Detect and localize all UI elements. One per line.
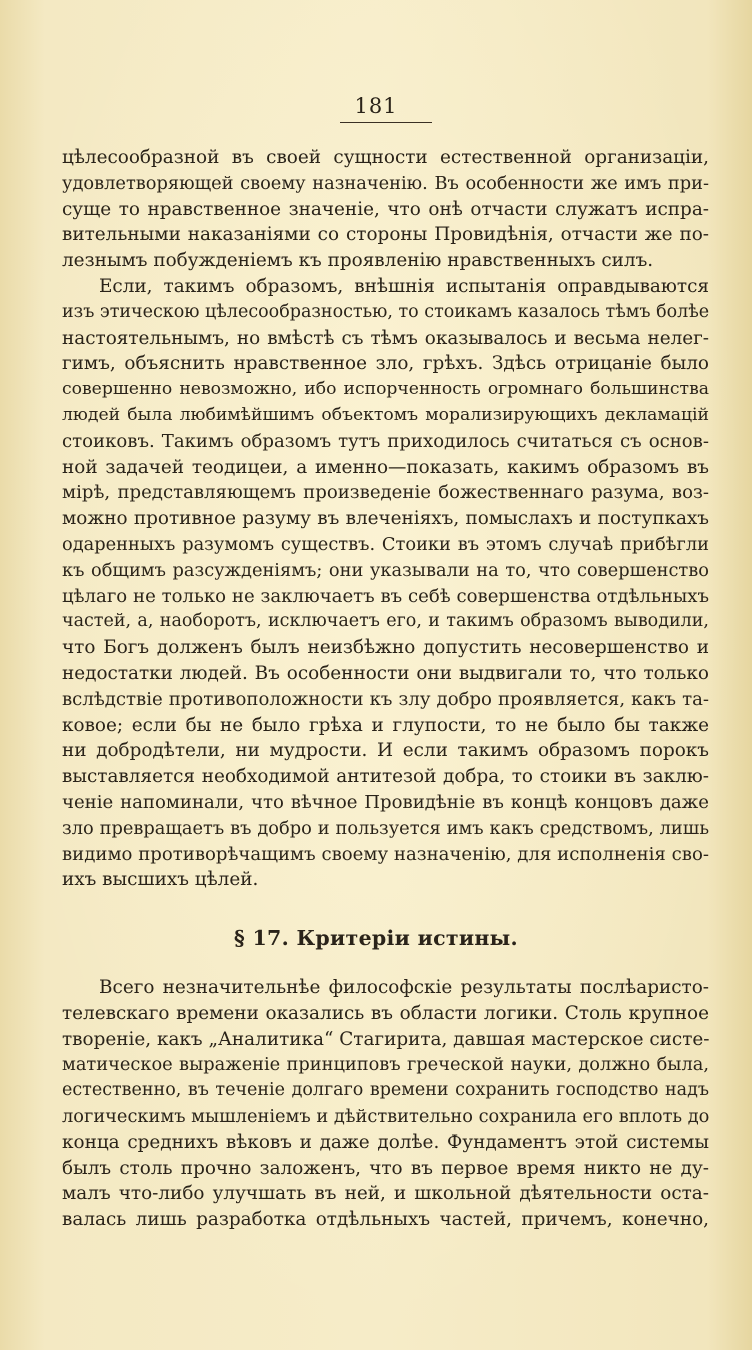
text-line: цѣлесообразной въ своей сущности естественной организаціи, [62,147,709,168]
text-line: ковое; если бы не было грѣха и глупости, то не было бы также [62,714,709,736]
text-line: ни добродѣтели, ни мудрости. И если такимъ образомъ порокъ [62,740,709,762]
text-line: настоятельнымъ, но вмѣстѣ съ тѣмъ оказывалось и весьма нелег- [62,327,709,349]
text-block-bottom [62,975,709,1233]
text-line: естественно, въ теченіе долгаго времени сохранить господство надъ [62,1080,709,1101]
text-line: зло превращаетъ въ добро и пользуется имъ какъ средствомъ, лишь [62,817,709,839]
text-line: вслѣдствіе противоположности къ злу добро проявляется, какъ та- [62,688,709,710]
text-line: что Богъ долженъ былъ неизбѣжно допустить несовершенство и [62,637,709,659]
page-number: 181 [354,94,398,118]
text-line: цѣлаго не только не заключаетъ въ себѣ совершенства отдѣльныхъ [62,585,709,607]
text-line: стоиковъ. Такимъ образомъ тутъ приходилось считаться съ основ- [62,430,709,452]
text-line: валась лишь разработка отдѣльныхъ частей, причемъ, конечно, [62,1209,709,1231]
text-line: Если, такимъ образомъ, внѣшнія испытанія оправдываются [99,275,709,297]
text-line: вительными наказаніями со стороны Провидѣнія, отчасти же по- [62,224,709,246]
text-line: лезнымъ побужденіемъ къ проявленію нравственныхъ силъ. [62,250,654,272]
page-number-rule [340,122,432,123]
text-line: къ общимъ разсужденіямъ; они указывали на то, что совершенство [62,559,709,581]
text-line: ной задачей теодицеи, а именно—показать, какимъ образомъ въ [62,456,709,478]
text-line: одаренныхъ разумомъ существъ. Стоики въ этомъ случаѣ прибѣгли [62,533,709,555]
text-block-top [62,145,709,893]
text-line: недостатки людей. Въ особенности они выдвигали то, что только [62,662,709,684]
text-line: суще то нравственное значеніе, что онѣ отчасти служатъ испра- [62,198,709,220]
text-line: малъ что-либо улучшать въ ней, и школьной дѣятельности оста- [62,1183,709,1205]
text-line: выставляется необходимой антитезой добра, то стоики въ заклю- [62,766,709,788]
text-line: логическимъ мышленіемъ и дѣйствительно сохранила его вплоть до [62,1105,709,1127]
text-line: гимъ, объяснить нравственное зло, грѣхъ. Здѣсь отрицаніе было [62,353,709,375]
text-line: телевскаго времени оказались въ области логики. Столь крупное [62,1002,709,1024]
text-line: частей, а, наоборотъ, исключаетъ его, и такимъ образомъ выводили, [62,611,709,632]
text-line: можно противное разуму въ влеченіяхъ, помыслахъ и поступкахъ [62,508,709,530]
text-line: ченіе напоминали, что вѣчное Провидѣніе въ концѣ концовъ даже [62,791,709,813]
section-heading: § 17. Критеріи истины. [234,926,518,950]
text-line: изъ этическою цѣлесообразностью, то стоикамъ казалось тѣмъ болѣе [62,301,709,322]
text-line: матическое выраженіе принциповъ греческой науки, должно была, [62,1054,709,1076]
text-line: людей была любимѣйшимъ объектомъ морализирующихъ декламацій [62,404,709,425]
text-line: Всего незначительнѣе философскіе результаты послѣаристо- [99,977,709,998]
text-line: видимо противорѣчащимъ своему назначенію, для исполненія сво- [62,843,709,865]
text-line: удовлетворяющей своему назначенію. Въ особенности же имъ при- [62,172,709,194]
text-line: конца среднихъ вѣковъ и даже долѣе. Фундаментъ этой системы [62,1131,709,1153]
text-line: былъ столь прочно заложенъ, что въ первое время никто не ду- [62,1157,709,1179]
text-line: мірѣ, представляющемъ произведеніе божественнаго разума, воз- [62,482,709,504]
text-line: ихъ высшихъ цѣлей. [62,869,259,891]
text-line: совершенно невозможно, ибо испорченность огромнаго большинства [62,379,709,400]
text-line: твореніе, какъ „Аналитика“ Стагирита, давшая мастерское систе- [62,1028,709,1050]
